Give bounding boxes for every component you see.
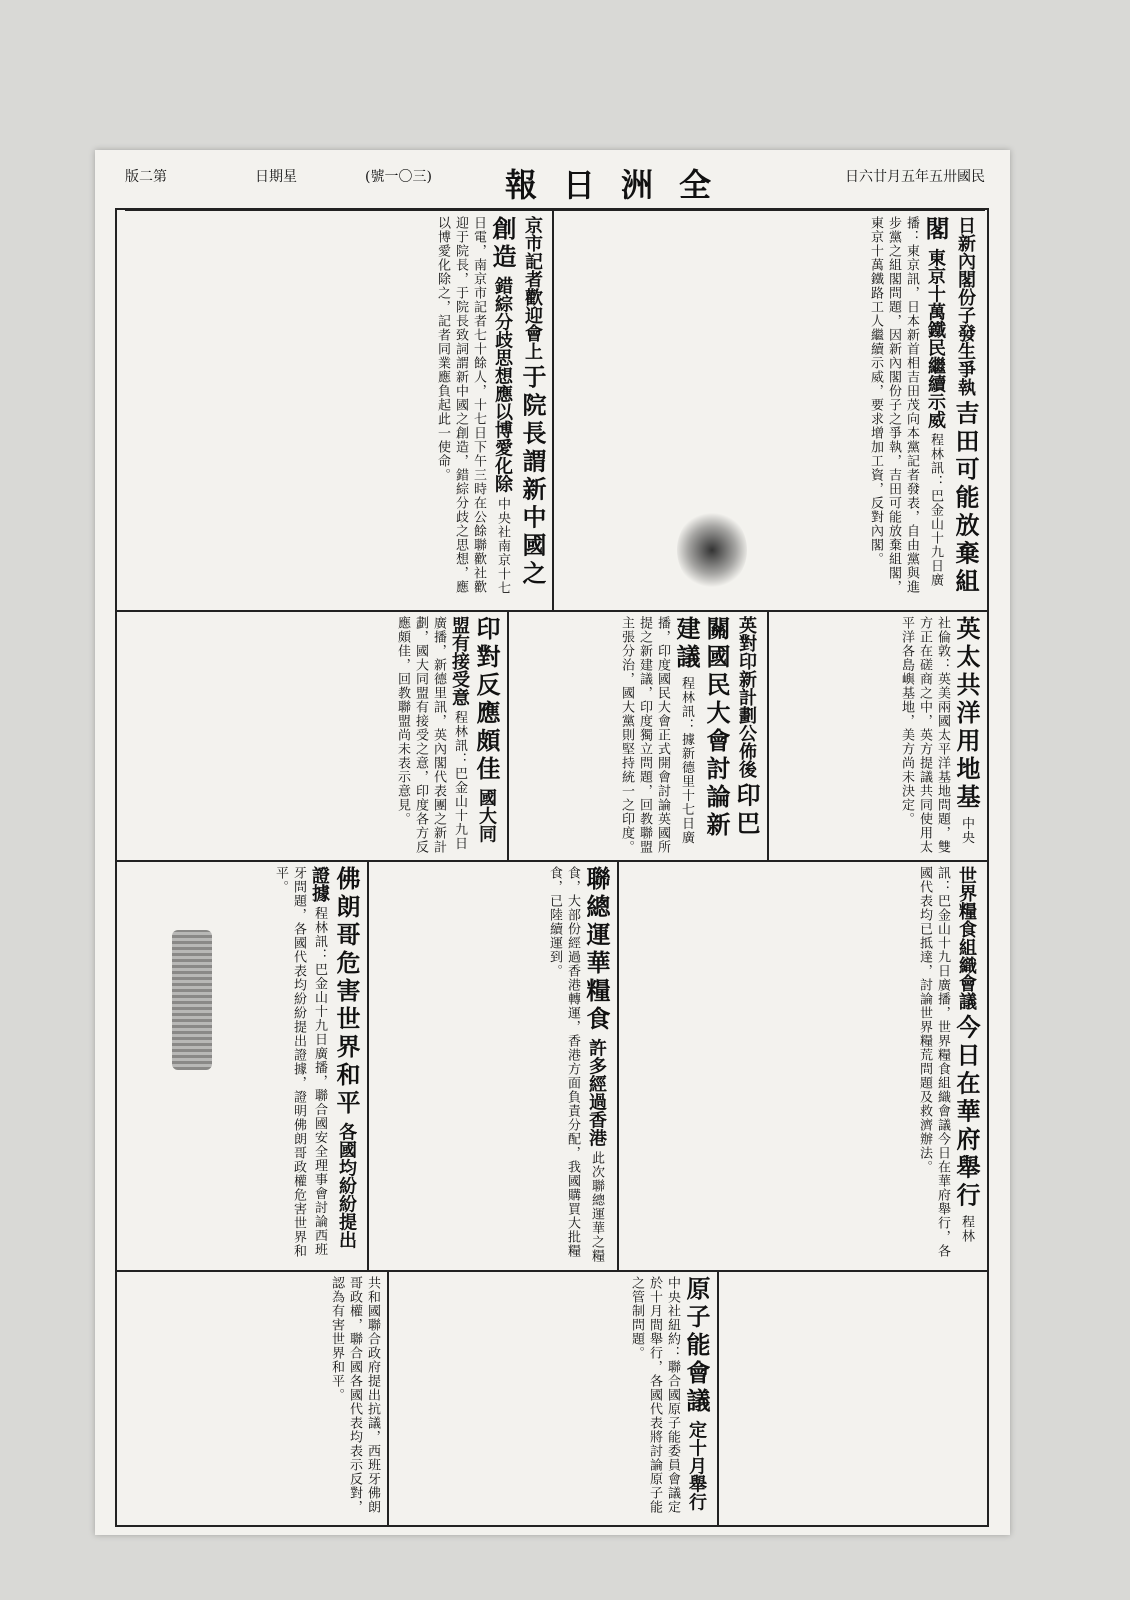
article-headline: 印對反應頗佳 <box>472 616 501 784</box>
ink-smudge <box>677 510 747 590</box>
edition-label: 版二第 <box>125 169 167 185</box>
article-subhead: 錯綜分歧思想應以博愛化除 <box>492 276 513 493</box>
article-body: 程林訊：巴金山十九日廣播，世界糧食組織會議今日在華府舉行，各國代表均已抵達，討論世界糧荒問題及救濟辦法。 <box>917 866 974 1258</box>
article-body: 此次聯總運華之糧食，大部份經過香港轉運，香港方面負責分配，我國購買大批糧食，已陸續運到。 <box>547 866 604 1263</box>
article-body: 中央社倫敦：英美兩國太平洋基地問題，雙方正在磋商之中，英方提議共同使用太平洋各島嶼基地，美方尚未決定。 <box>899 616 974 854</box>
issue-date: 日六廿月五年五卅國民 <box>845 169 985 185</box>
serial-number: (號一〇三) <box>365 169 432 185</box>
horizontal-rule <box>117 610 987 612</box>
ink-stamp-mark <box>172 930 212 1070</box>
article-atomic-energy <box>395 1276 711 1519</box>
article-body: 程林訊：巴金山十九日廣播，新德里訊，英內閣代表團之新計劃，國大同盟有接受之意，印度各方反應頗佳，回教聯盟尚未表示意見。 <box>395 616 467 854</box>
vertical-rule <box>507 610 509 860</box>
vertical-rule <box>387 1270 389 1525</box>
article-body: 中央社南京十七日電，南京市記者七十餘人，十七日下午三時在公餘聯歡社歡迎于院長，于院長致詞謂新中國之創造，錯綜分歧之思想，應以博愛化除之，記者同業應負起此一使命。 <box>435 216 510 595</box>
article-kicker: 日新內閣份子發生爭執 <box>955 216 976 396</box>
article-subhead: 許多經過香港 <box>586 1038 607 1147</box>
article-headline: 于院長謂新中國之創造 <box>488 216 547 589</box>
horizontal-rule <box>117 860 987 862</box>
article-subhead: 各國均紛紛提出證據 <box>309 866 357 1249</box>
article-subhead: 世界糧食組織會議 <box>956 866 977 1010</box>
article-india-assembly <box>515 616 761 854</box>
article-headline: 佛朗哥危害世界和平 <box>332 866 361 1118</box>
article-franco <box>123 866 361 1264</box>
article-body: 程林訊：據新德里十七日廣播，印度國民大會正式開會討論英國所提之新建議，印度獨立問題，回教聯盟主張分治，國大黨則堅持統一之印度。 <box>619 616 694 854</box>
article-headline: 今日在華府舉行 <box>952 1014 981 1211</box>
article-india-reaction <box>123 616 501 854</box>
horizontal-rule <box>117 1270 987 1272</box>
article-spain-protest <box>123 1276 381 1519</box>
masthead <box>125 160 985 211</box>
vertical-rule <box>617 860 619 1270</box>
article-headline: 吉田可能放棄組閣 <box>921 216 980 597</box>
article-subhead: 東京十萬鐵民繼續示威 <box>925 248 946 429</box>
article-body: 中央社紐約：聯合國原子能委員會議定於十月間舉行，各國代表將討論原子能之管制問題。 <box>629 1276 680 1514</box>
article-headline: 印巴關國民大會討論新建議 <box>672 616 761 840</box>
vertical-rule <box>767 610 769 860</box>
article-yoshida-cabinet <box>562 216 980 604</box>
article-headline: 英太共洋用地基 <box>952 616 981 812</box>
article-body: 程林訊：巴金山十九日廣播：東京訊，日本新首相吉田茂向本黨記者發表，自由黨與進步黨之組閣問題，因新內閣份子之爭執，吉田可能放棄組閣，東京十萬鐵路工人繼續示威，要求增加工資，反對內閣。 <box>868 216 943 594</box>
article-yu-speech <box>123 216 547 604</box>
article-food-conference <box>625 866 981 1264</box>
article-headline: 原子能會議 <box>682 1276 711 1416</box>
article-kicker: 京市記者歡迎會上 <box>522 216 543 360</box>
article-subhead: 國大同盟有接受意 <box>449 616 497 843</box>
article-pacific-bases <box>775 616 981 854</box>
vertical-rule <box>367 860 369 1270</box>
issue-label: 日期星 <box>255 169 297 185</box>
vertical-rule <box>717 1270 719 1525</box>
newspaper-page <box>95 150 1010 1535</box>
article-subhead: 英對印新計劃公佈後 <box>736 616 757 778</box>
article-subhead: 定十月舉行 <box>686 1420 707 1511</box>
article-headline: 聯總運華糧食 <box>582 866 611 1034</box>
article-body: 共和國聯合政府提出抗議，西班牙佛朗哥政權，聯合國各國代表均表示反對，認為有害世界和平。 <box>329 1276 380 1514</box>
article-unrra-grain <box>375 866 611 1264</box>
newspaper-title: 報日洲全 <box>505 166 738 204</box>
article-body: 程林訊：巴金山十九日廣播，聯合國安全理事會討論西班牙問題，各國代表均紛紛提出證據，證明佛朗哥政權危害世界和平。 <box>273 866 327 1258</box>
content-frame <box>115 208 989 1527</box>
vertical-rule <box>552 210 554 610</box>
